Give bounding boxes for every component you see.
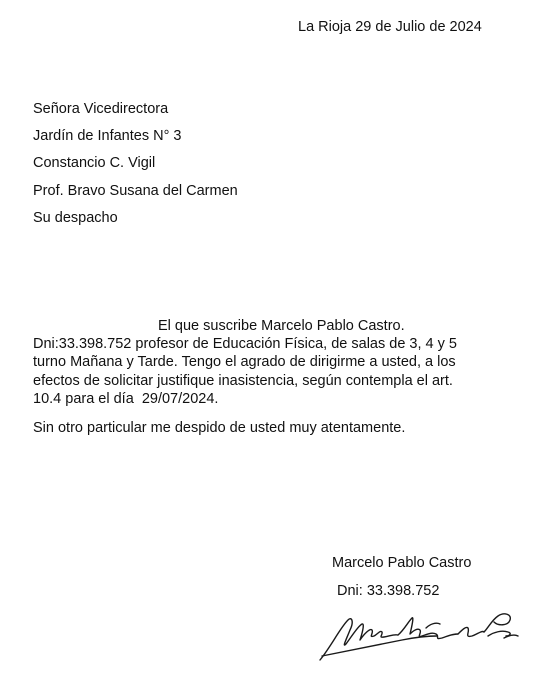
handwritten-signature bbox=[312, 600, 526, 666]
recipient-institution: Jardín de Infantes N° 3 bbox=[33, 128, 182, 144]
body-line: Dni:33.398.752 profesor de Educación Física, de salas de 3, 4 y 5 bbox=[33, 336, 457, 353]
letter-closing: Sin otro particular me despido de usted muy atentamente. bbox=[33, 420, 406, 436]
recipient-name: Prof. Bravo Susana del Carmen bbox=[33, 183, 238, 199]
recipient-office: Su despacho bbox=[33, 210, 118, 226]
body-line: 10.4 para el día 29/07/2024. bbox=[33, 390, 219, 407]
letter-date: La Rioja 29 de Julio de 2024 bbox=[298, 19, 482, 35]
recipient-institution-name: Constancio C. Vigil bbox=[33, 155, 156, 171]
recipient-title: Señora Vicedirectora bbox=[33, 101, 169, 117]
signer-name: Marcelo Pablo Castro bbox=[332, 555, 472, 571]
letter-body bbox=[33, 317, 513, 408]
body-line: turno Mañana y Tarde. Tengo el agrado de dirigirme a usted, a los bbox=[33, 354, 456, 371]
signer-dni: Dni: 33.398.752 bbox=[337, 583, 440, 599]
body-intro: El que suscribe Marcelo Pablo Castro. bbox=[158, 318, 405, 334]
body-line: efectos de solicitar justifique inasistencia, según contempla el art. bbox=[33, 372, 453, 389]
